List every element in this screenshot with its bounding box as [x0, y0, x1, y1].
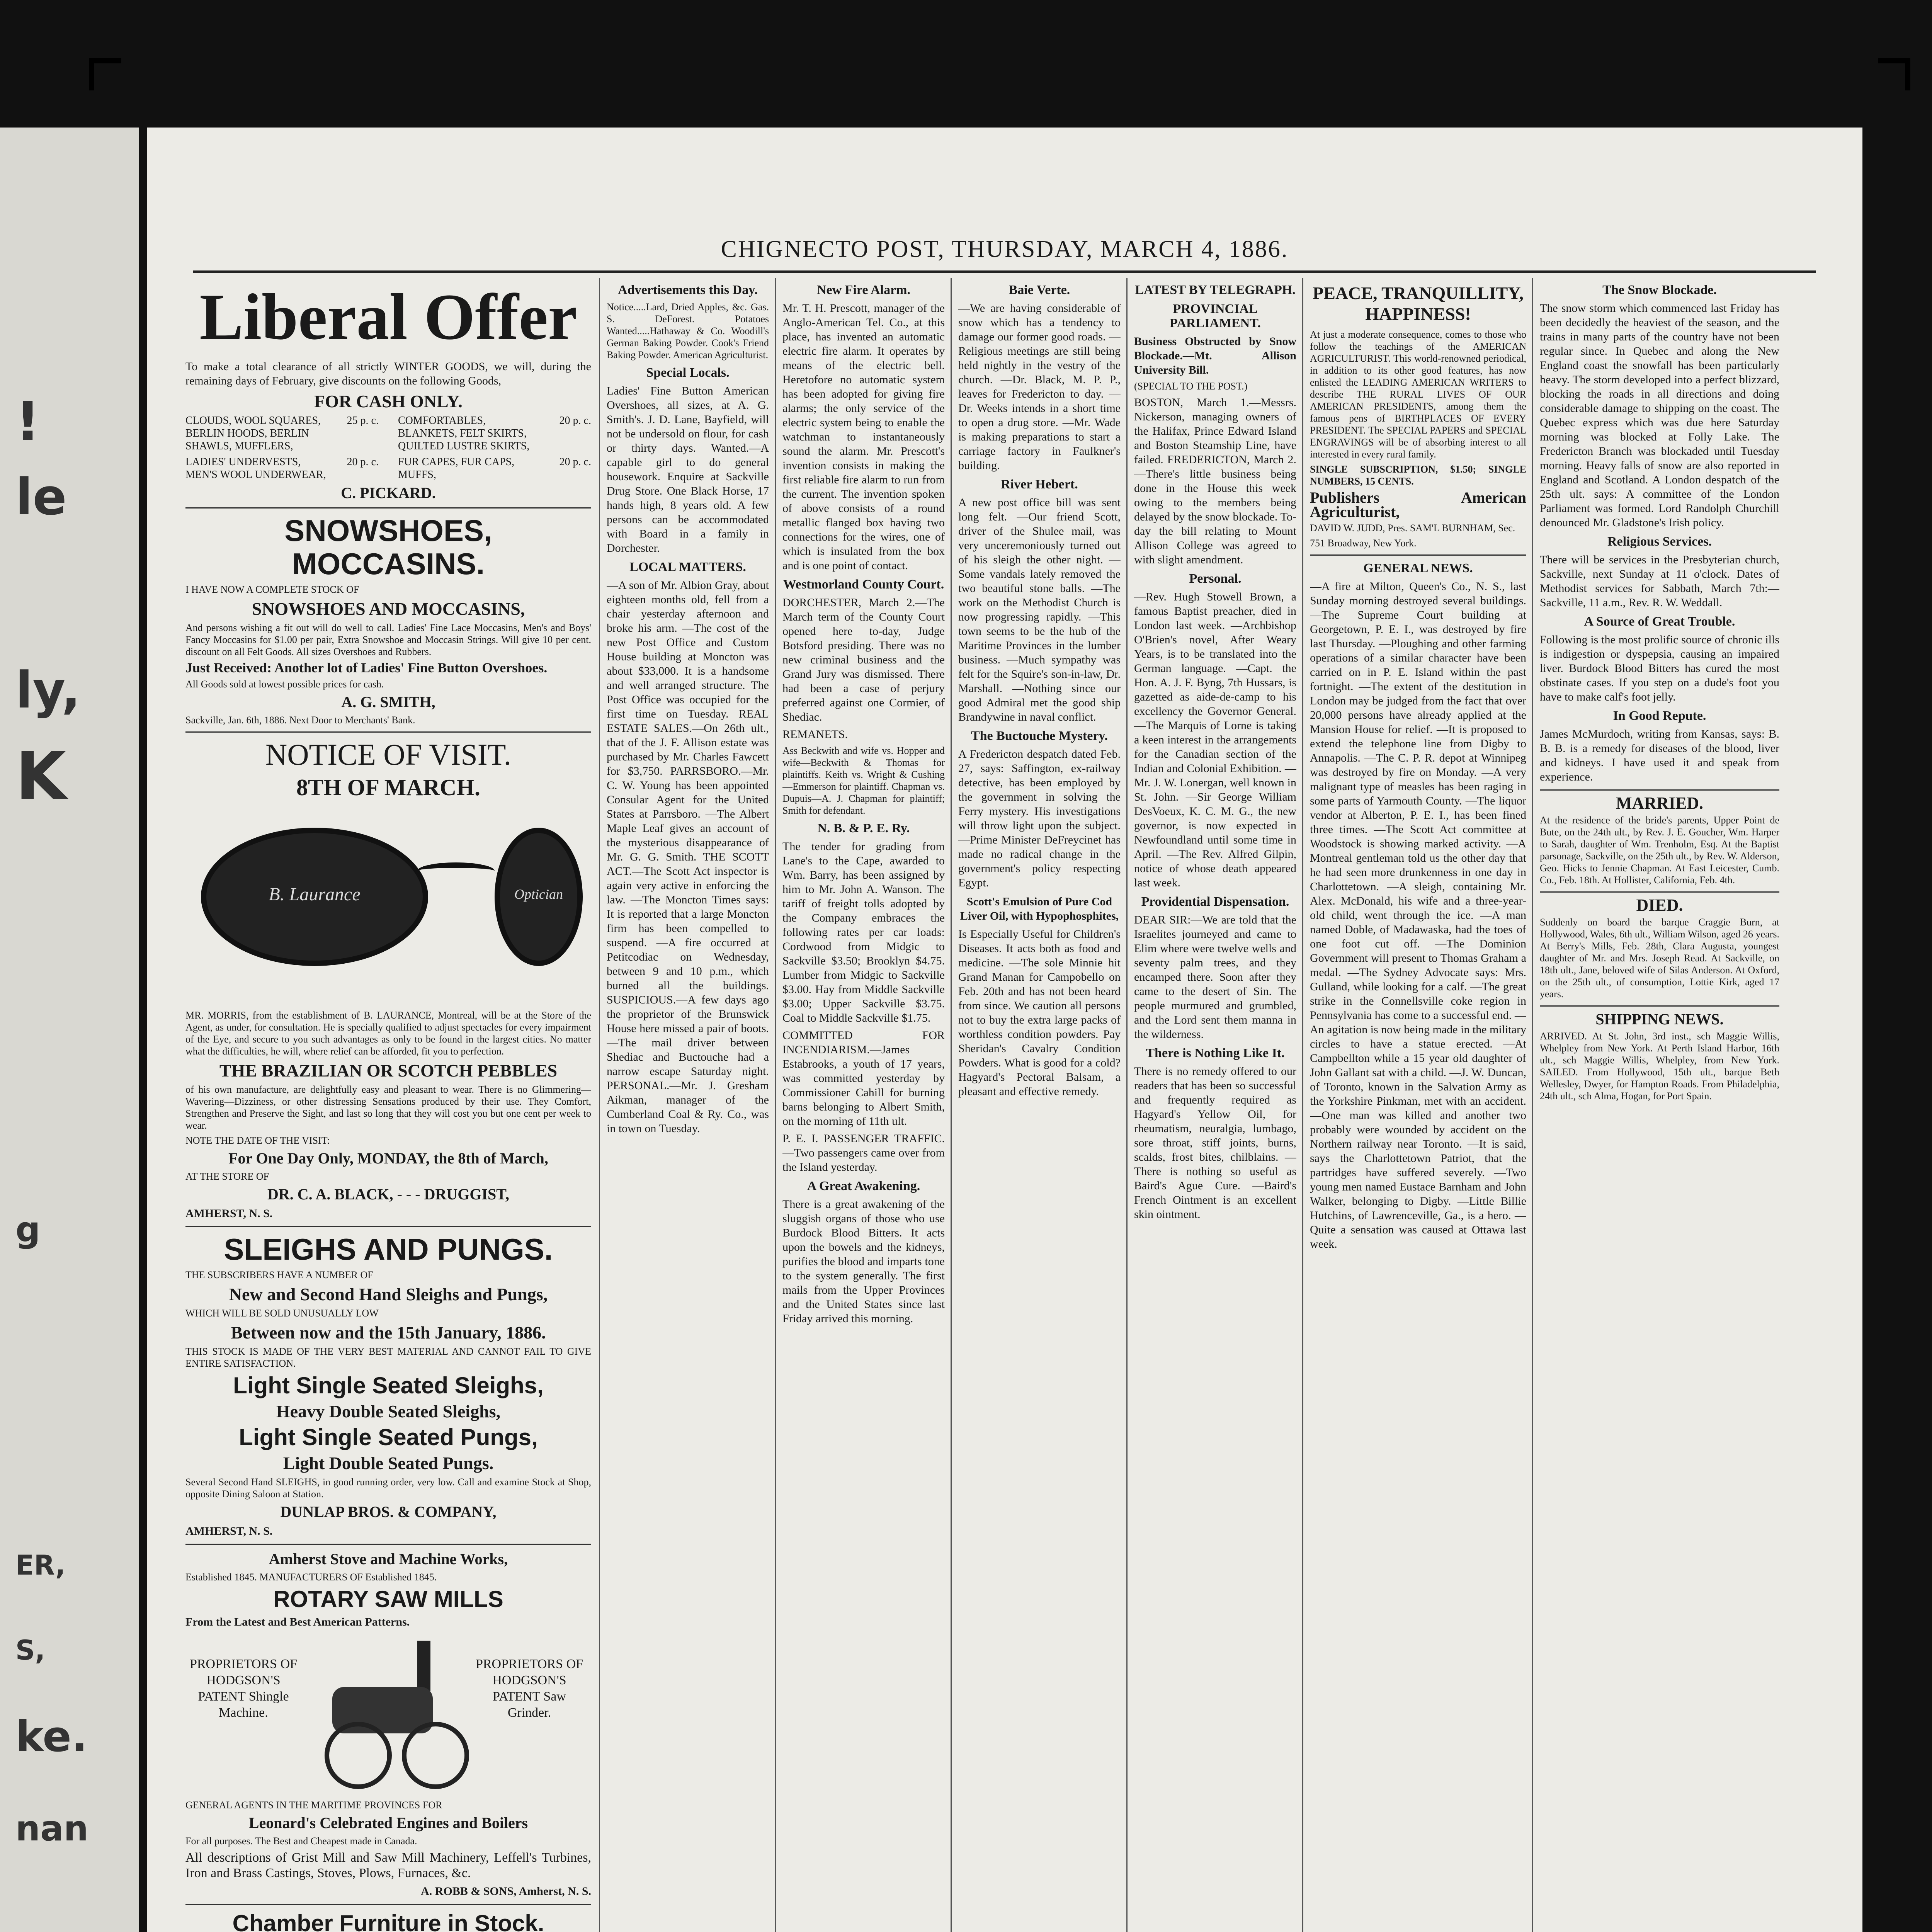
divider	[185, 1544, 591, 1545]
light-double-pungs: Light Double Seated Pungs.	[283, 1453, 494, 1473]
chamber-title: Chamber Furniture in Stock.	[232, 1910, 544, 1932]
spectacles-illustration	[185, 804, 591, 1005]
column-rule	[775, 278, 776, 1932]
railway-body: The tender for grading from Lane's to the Cape, awarded to Wm. Barry, has been assigned by him to Mr. John A. Wanson. The tariff of freight tolls adopted by the Company embraces the following rates per car loads: Cordwood from Midgic to Sackville $3.50; Brooklyn $4.75. Lumber from Midgic to Sackville $3.00. Hay from Middle Sackville $3.00; Upper Sackville $3.75. Coal to Middle Sackville $1.75.	[782, 840, 945, 1024]
column-rule	[1532, 278, 1533, 1932]
just-received-sub: All Goods sold at lowest possible prices for cash.	[185, 679, 384, 690]
repute-heading: In Good Repute.	[1613, 709, 1706, 723]
column-rule	[599, 278, 600, 1932]
crop-mark	[1878, 58, 1910, 90]
one-day: For One Day Only, MONDAY, the 8th of March,	[228, 1150, 548, 1167]
court-body: DORCHESTER, March 2.—The March term of the County Court opened here to-day, Judge Botsford presiding. There was no new criminal business and the Grand Jury was dismissed. There had been a case of perjury preferred against one Cormier, of Shediac.	[782, 596, 945, 723]
divider	[1540, 1005, 1779, 1007]
remanets-body: Ass Beckwith and wife vs. Hopper and wife—Beckwith & Thomas for plaintiffs. Keith vs. Wright & Cushing—Emmerson for plaintiff. Chapman vs. Dupuis—A. J. Chapman for plaintiff; Smith for defendant.	[782, 745, 945, 816]
price-items: CLOUDS, WOOL SQUARES, BERLIN HOODS, BERLIN SHAWLS, MUFFLERS,	[185, 415, 321, 452]
agriculturist-body: At just a moderate consequence, comes to those who follow the teachings of the AMERICAN AGRICULTURIST. This world-renowned periodical, in addition to its other good features, has now enlisted the LEADING AMERICAN WRITERS to describe THE RURAL LIVES OF OUR AMERICAN PRESIDENTS, among them the famous pens of BIRTHPLACES OF EVERY PRESIDENT. The SPECIAL PAPERS and SPECIAL ENGRAVINGS will be of absorbing interest to all interested in every rural family.	[1310, 329, 1526, 460]
peace-heading: PEACE, TRANQUILLITY, HAPPINESS!	[1313, 283, 1524, 324]
providential-heading: Providential Dispensation.	[1141, 895, 1289, 909]
column-baie-verte	[958, 278, 1121, 1932]
shipping-heading: SHIPPING NEWS.	[1595, 1010, 1724, 1028]
snowshoes-title: SNOWSHOES, MOCCASINS.	[284, 514, 492, 581]
strip-fragment: nan	[15, 1808, 88, 1849]
newspaper-page	[147, 128, 1862, 1932]
broadway: 751 Broadway, New York.	[1310, 537, 1417, 549]
awakening-body: There is a great awakening of the sluggish organs of those who use Burdock Blood Bitters. It acts upon the bowels and the kidneys, purifies the blood and imparts tone to the system generally. The first mails from the Upper Provinces and the United States since last Friday arrived this morning.	[782, 1198, 945, 1325]
price-discount: 20 p. c.	[559, 415, 591, 427]
engine-left-label: PROPRIETORS OF HODGSON'S PATENT Shingle Machine.	[189, 1657, 298, 1720]
grist: All descriptions of Grist Mill and Saw Mill Machinery, Leffell's Turbines, Iron and Brass Castings, Stoves, Plows, Furnaces, &c.	[185, 1850, 591, 1880]
sleighs-sub: THE SUBSCRIBERS HAVE A NUMBER OF	[185, 1269, 373, 1281]
pebbles-title: THE BRAZILIAN OR SCOTCH PEBBLES	[219, 1061, 558, 1080]
price-items: FUR CAPES, FUR CAPS, MUFFS,	[398, 456, 515, 481]
baie-verte-body: —We are having considerable of snow which has a tendency to damage our former good roads. —Religious meetings are still being held nightly in the vestry of the church. —Dr. Black, M. P. P., leaves for Fredericton to day. —Dr. Weeks intends in a short time to open a drug store. —Mr. Wade is making preparations to start a carriage factory in Faulkner's building.	[958, 302, 1121, 472]
buctouche-body: A Fredericton despatch dated Feb. 27, says: Saffington, ex-railway detective, has been employed by the government in solving the Ferry mystery. His investigations will throw light upon the subject. —Prime Minister DeFreycinet has made no radical change in the government's policy respecting Egypt.	[958, 748, 1121, 889]
column-telegraph	[1134, 278, 1296, 1932]
heavy-double-sleighs: Heavy Double Seated Sleighs,	[276, 1401, 501, 1421]
cash-only: FOR CASH ONLY.	[314, 391, 463, 411]
railway-heading: N. B. & P. E. Ry.	[817, 821, 910, 835]
price-items: COMFORTABLES, BLANKETS, FELT SKIRTS, QUILTED LUSTRE SKIRTS,	[398, 415, 530, 452]
crop-mark	[89, 58, 121, 90]
providential-body: DEAR SIR:—We are told that the Israelites journeyed and came to Elim where were twelve wells and seventy palm trees, and they encamped there. Soon after they came to the desert of Sin. The people murmured and grumbled, and the Lord sent them manna in the wilderness.	[1134, 913, 1296, 1041]
strip-fragment: S,	[15, 1634, 46, 1666]
judd: DAVID W. JUDD, Pres. SAM'L BURNHAM, Sec.	[1310, 522, 1515, 534]
married-body: At the residence of the bride's parents, Upper Point de Bute, on the 24th ult., by Rev. J. E. Goucher, Wm. Harper to Sarah, daughter of Wm. Trenholm, Esq. At the Baptist parsonage, Sackville, on the 25th ult., by Rev. W. Alderson, Geo. Hicks to Jennie Chapman. At East Leicester, Cumb. Co., Feb. 18th. At Hollister, California, Feb. 4th.	[1540, 815, 1779, 886]
nothing-like-heading: There is Nothing Like It.	[1146, 1046, 1285, 1060]
parliament-heading: PROVINCIAL PARLIAMENT.	[1170, 302, 1261, 330]
leonard: Leonard's Celebrated Engines and Boilers	[248, 1814, 528, 1832]
remanets-heading: REMANETS.	[782, 728, 848, 741]
pickard-name: C. PICKARD.	[341, 484, 436, 502]
pei-body: P. E. I. PASSENGER TRAFFIC.—Two passengers came over from the Island yesterday.	[782, 1132, 945, 1173]
ads-column	[185, 278, 591, 1932]
strip-fragment: K	[15, 738, 66, 815]
price-discount: 20 p. c.	[559, 456, 591, 468]
nothing-like-body: There is no remedy offered to our readers that has been so successful and frequently required as Hagyard's Yellow Oil, for rheumatism, neuralgia, lumbago, sore throat, stiff joints, burns, scalds, frost bites, chilblains. —There is nothing so useful as Baird's Ague Cure. —Baird's French Ointment is an excellent skin ointment.	[1134, 1065, 1296, 1221]
personal-heading: Personal.	[1189, 571, 1242, 586]
column-rule	[1126, 278, 1128, 1932]
river-hebert-heading: River Hebert.	[1001, 477, 1078, 492]
column-fire-alarm	[782, 278, 945, 1932]
trouble-heading: A Source of Great Trouble.	[1584, 614, 1735, 629]
trouble-body: Following is the most prolific source of chronic ills is indigestion or dyspepsia, causing an impaired liver. Burdock Blood Bitters has cured the most obstinate cases. If you step on a dude's foot you have to make calf's foot jelly.	[1540, 633, 1779, 703]
price-discount: 20 p. c.	[347, 456, 379, 468]
river-hebert-body: A new post office bill was sent long felt. —Our friend Scott, driver of the Shulee mail, was very unceremoniously turned out of his sleigh the other night. —Some vandals lately removed the two beautiful stone balls. —The work on the Methodist Church is now progressing rapidly. —This town seems to be the hub of the Maritime Provinces in the lumber business. —Much sympathy was felt for the Squire's son-in-law, Dr. Marshall. —Nothing since our good Admiral met the good ship Brandywine in naval conflict.	[958, 496, 1121, 723]
single-subscription: SINGLE SUBSCRIPTION, $1.50; SINGLE NUMBERS, 15 CENTS.	[1310, 464, 1526, 487]
pebbles-body: of his own manufacture, are delightfully easy and pleasant to wear. There is no Glimmering—Wavering—Dizziness, or other distressing Sensations produced by their use. They Comfort, Strengthen and Preserve the Sight, and last so long that they will cost you but one cent per week to wear.	[185, 1084, 591, 1131]
strip-fragment: !	[15, 390, 40, 453]
strip-fragment: le	[15, 468, 67, 526]
established: Established 1845. MANUFACTURERS OF Established 1845.	[185, 1571, 437, 1583]
telegraph-body: BOSTON, March 1.—Messrs. Nickerson, managing owners of the Halifax, Prince Edward Island and Boston Steamship Line, have failed. FREDERICTON, March 2.—There's little business being done in the House this week owing to the members being delayed by the snow blockade. To-day the bill relating to Mount Allison College was agreed to with slight amendment.	[1134, 396, 1296, 566]
note-date: NOTE THE DATE OF THE VISIT:	[185, 1135, 330, 1146]
snowshoes-stock: SNOWSHOES AND MOCCASINS,	[252, 599, 525, 619]
column-local-matters	[607, 278, 769, 1932]
divider	[185, 1226, 591, 1227]
divider	[185, 1904, 591, 1905]
baie-verte-heading: Baie Verte.	[1009, 283, 1070, 297]
divider	[1540, 789, 1779, 791]
general-news-body: —A fire at Milton, Queen's Co., N. S., last Sunday morning destroyed several buildings. —The Supreme Court building at Georgetown, P. E. I., was destroyed by fire last Thursday. —Ploughing and other farming operations of a similar character have been carried on in P. E. Island within the past fortnight. —The extent of the destitution in London may be judged from the fact that over 20,000 persons have already applied at the Mansion House for relief. —It is proposed to extend the telephone line from Digby to Annapolis. —The C. P. R. depot at Winnipeg was destroyed by fire on Monday. —A very malignant type of measles has been raging in some parts of Yarmouth County. —The liquor vendor at Alberton, P. E. I., has been fined three times. —The Scott Act committee at Woodstock is showing marked activity. —A Montreal gentleman told us the other day that he had seen more drunkenness in one day in Charlottetown. —A sleigh, containing Mr. Alex. McDonald, his wife and a three-year-old child, went through the ice. —A man named Doble, of Madawaska, had the toes of one foot cut off. —The Dominion Government will present to Thomas Graham a medal. —The Sydney Advocate says: Mrs. Gulland, while looking for a calf. —The great strike in the Connellsville coke region in Pennsylvania has come to a successful end. —An agitation is now being made in the military circles to have a statue erected. —At Campbellton while a 15 year old daughter of John Gallant sat with a child. —J. W. Duncan, of Toronto, known in the Salvation Army as the Yorkshire Pinkman, met with an accident. —One man was killed and another two probably were wounded by accident on the Northern railway near Toronto. —It is said, says the Charlottetown Patriot, that the partridges have suffered severely. —Two young men named Eustace Barnham and John Walker, belonging to Digby. —Little Billie Hutchins, of Lawrenceville, Ga., is a hero. —Quite a sensation was caused at Ottawa last week.	[1310, 580, 1526, 1250]
fire-alarm-body: Mr. T. H. Prescott, manager of the Anglo-American Tel. Co., at this place, has invented an automatic electric fire alarm. It operates by means of the electric bell. Heretofore no automatic system has been adopted for giving fire alarms; the only service of the electric system being to enable the watchman to instantaneously sound the alarm. Mr. Prescott's invention consists in making the first reliable fire alarm to run from the current. The invention spoken of above consists of a round metallic flanged box having two connections for the wires, one of which is insulated from the box and is one point of contact.	[782, 302, 945, 572]
rotary-sub: From the Latest and Best American Patterns.	[185, 1616, 410, 1628]
sleighs-line: New and Second Hand Sleighs and Pungs,	[229, 1284, 548, 1304]
lens-left	[201, 828, 428, 966]
just-received: Just Received: Another lot of Ladies' Fine Button Overshoes.	[185, 660, 548, 675]
scott-body: Is Especially Useful for Children's Diseases. It acts both as food and medicine. —The sole Minnie hit Grand Manan for Campobello on Feb. 20th and has not been heard from since. We caution all persons not to buy the extra large packs of worthless condition powders. Pay Sheridan's Cavalry Condition Powders. What is good for a cold? Hagyard's Pectoral Balsam, a pleasant and effective remedy.	[958, 928, 1121, 1098]
spectacles-bridge	[417, 862, 495, 879]
column-rule	[951, 278, 952, 1932]
business-sub: Business Obstructed by Snow Blockade.—Mt. Allison University Bill.	[1134, 335, 1296, 376]
morris-body: MR. MORRIS, from the establishment of B. LAURANCE, Montreal, will be at the Store of the Agent, as under, for consultation. He is specially qualified to adjust spectacles for every impairment of the Eye, and secure to you such advantages as only to be found in the largest cities. No matter what the difficulties, he will, where relief can be afforded, fit you to perfection.	[185, 1010, 591, 1057]
buctouche-heading: The Buctouche Mystery.	[971, 729, 1108, 743]
ads-heading: Advertisements this Day.	[618, 283, 758, 297]
at-store: AT THE STORE OF	[185, 1171, 269, 1182]
local-matters-heading: LOCAL MATTERS.	[629, 560, 746, 574]
between-dates: Between now and the 15th January, 1886.	[231, 1323, 546, 1342]
column-general-news	[1310, 278, 1526, 1932]
snowshoes-body: And persons wishing a fit out will do well to call. Ladies' Fine Lace Moccasins, Men's and Boys' Fancy Moccasins for $1.00 per pair, Extra Snowshoe and Moccasin Strings. Will give 10 per cent. discount on all Felt Goods. All sizes Overshoes and Rubbers.	[185, 622, 591, 657]
robb: A. ROBB & SONS, Amherst, N. S.	[421, 1885, 591, 1898]
special-to-post: (SPECIAL TO THE POST.)	[1134, 381, 1248, 392]
repute-body: James McMurdoch, writing from Kansas, says: B. B. B. is a remedy for diseases of the blood, liver and kidneys. I have used it and speak from experience.	[1540, 728, 1779, 783]
adjacent-page-strip	[0, 128, 139, 1932]
special-locals-body: Ladies' Fine Button American Overshoes, all sizes, at A. G. Smith's. J. D. Lane, Bayfield, will not be undersold on flour, for cash or thirty days. Wanted.—A capable girl to do general housework. Enquire at Sackville Drug Store. One Black Horse, 17 hands high, 8 years old. A few persons can be accommodated with Board in a family in Dorchester.	[607, 384, 769, 554]
black-druggist: DR. C. A. BLACK, - - - DRUGGIST,	[267, 1185, 509, 1203]
smith-name: A. G. SMITH,	[341, 693, 435, 711]
stove-title: Amherst Stove and Machine Works,	[269, 1550, 508, 1568]
religious-body: There will be services in the Presbyterian church, Sackville, next Sunday at 11 o'clock. Dates of Methodist services for Sabbath, March 7th:—Sackville, 11 a.m., Rev. R. W. Weddall.	[1540, 553, 1779, 609]
notice-date: 8TH OF MARCH.	[296, 775, 481, 800]
engine-right-label: PROPRIETORS OF HODGSON'S PATENT Saw Grinder.	[475, 1657, 583, 1720]
sleighs-sold: WHICH WILL BE SOLD UNUSUALLY LOW	[185, 1308, 379, 1319]
committed-body: COMMITTED FOR INCENDIARISM.—James Estabrooks, a youth of 17 years, was committed yesterday by Commissioner Cahill for burning barns belonging to Albert Smith, on the morning of 11th ult.	[782, 1029, 945, 1128]
engine-smokestack	[417, 1641, 430, 1691]
fire-alarm-heading: New Fire Alarm.	[816, 283, 911, 297]
light-single-pungs: Light Single Seated Pungs,	[239, 1424, 538, 1450]
divider	[1540, 891, 1779, 893]
lens-left-text: B. Laurance	[269, 884, 361, 905]
religious-heading: Religious Services.	[1607, 534, 1712, 549]
snowshoes-lead: I HAVE NOW A COMPLETE STOCK OF	[185, 584, 359, 595]
strip-fragment: ly,	[15, 661, 81, 719]
telegraph-heading: LATEST BY TELEGRAPH.	[1135, 283, 1296, 297]
shipping-body: ARRIVED. At St. John, 3rd inst., sch Maggie Willis, Whelpley from New York. At Perth Island Harbor, 16th ult., sch Maggie Willis, Whelpley, from New York. SAILED. From Hollywood, 15th ult., barque Beth Wellesley, Dwyer, for Hampton Roads. From Philadelphia, 24th ult., sch Alma, Hogan, for Port Spain.	[1540, 1031, 1779, 1102]
strip-fragment: ER,	[15, 1549, 66, 1581]
liberal-offer-body: To make a total clearance of all strictly WINTER GOODS, we will, during the remaining days of February, give discounts on the following Goods,	[185, 360, 591, 387]
snow-blockade-body: The snow storm which commenced last Friday has been decidedly the heaviest of the season, and the trains in many parts of the country have not been regular since. In Quebec and along the New England coast the snowfall has been particularly heavy. The storm developed into a perfect blizzard, blocking the roads in all directions and doing considerable damage to shipping on the coast. The Quebec express which was due here Saturday morning was blocked at Folly Lake. The Fredericton Branch was blockaded until Tuesday morning. Heavy falls of snow are also reported in England and Scotland. A London despatch of the 25th ult. says: A committee of the London Parliament was formed. Lord Randolph Churchill denounced Mr. Gladstone's Irish policy.	[1540, 302, 1779, 529]
personal-body: —Rev. Hugh Stowell Brown, a famous Baptist preacher, died in London last week. —Archbishop O'Brien's novel, After Weary Years, is to be translated into the German language. —Capt. the Hon. A. J. F. Byng, 7th Hussars, is gazetted as aide-de-camp to his excellency the Governor General. —The Marquis of Lorne is taking a keen interest in the arrangements for the Canadian section of the Indian and Colonial Exhibition. —Mr. J. W. Lonergan, well known in St. John. —Sir George William DesVoeux, K. C. M. G., the new governor, is now expected in Newfoundland until some time in April. —The Rev. Alfred Gilpin, notice of whose death appeared last week.	[1134, 590, 1296, 889]
lens-right	[495, 828, 583, 966]
agents: GENERAL AGENTS IN THE MARITIME PROVINCES FOR	[185, 1799, 442, 1811]
awakening-heading: A Great Awakening.	[807, 1179, 920, 1193]
special-locals-heading: Special Locals.	[646, 366, 730, 380]
stock-made: THIS STOCK IS MADE OF THE VERY BEST MATERIAL AND CANNOT FAIL TO GIVE ENTIRE SATISFACTION.	[185, 1346, 591, 1369]
died-heading: DIED.	[1636, 896, 1683, 915]
column-snow-blockade	[1540, 278, 1779, 1932]
lens-right-text: Optician	[514, 886, 563, 902]
dunlap-address: AMHERST, N. S.	[185, 1525, 273, 1537]
court-heading: Westmorland County Court.	[783, 577, 944, 592]
amherst: AMHERST, N. S.	[185, 1207, 273, 1220]
smith-address: Sackville, Jan. 6th, 1886. Next Door to Merchants' Bank.	[185, 714, 415, 726]
ads-body: Notice.....Lard, Dried Apples, &c. Gas. S. DeForest. Potatoes Wanted.....Hathaway & Co. Woodill's German Baking Powder. Cook's Friend Baking Powder. American Agriculturist.	[607, 301, 769, 361]
price-items: LADIES' UNDERVESTS, MEN'S WOOL UNDERWEAR,	[185, 456, 326, 481]
price-row	[185, 414, 591, 452]
married-heading: MARRIED.	[1616, 794, 1704, 813]
divider	[1310, 554, 1526, 556]
snow-blockade-heading: The Snow Blockade.	[1602, 283, 1717, 297]
steam-engine-illustration	[185, 1633, 591, 1795]
strip-fragment: ke.	[15, 1712, 88, 1761]
price-row	[185, 456, 591, 481]
liberal-offer-title: Liberal Offer	[199, 281, 577, 353]
dunlap-name: DUNLAP BROS. & COMPANY,	[280, 1503, 497, 1520]
divider	[185, 507, 591, 509]
notice-title: NOTICE OF VISIT.	[265, 738, 512, 771]
light-single-sleighs: Light Single Seated Sleighs,	[233, 1372, 544, 1398]
all-purposes: For all purposes. The Best and Cheapest made in Canada.	[185, 1835, 417, 1847]
publishers: Publishers American Agriculturist,	[1310, 489, 1526, 520]
second-hand: Several Second Hand SLEIGHS, in good running order, very low. Call and examine Stock at Shop, opposite Dining Saloon at Station.	[185, 1476, 591, 1500]
general-news-heading: GENERAL NEWS.	[1363, 561, 1473, 575]
died-body: Suddenly on board the barque Craggie Burn, at Hollywood, Wales, 6th ult., William Wilson, aged 26 years. At Berry's Mills, Feb. 28th, Clara Augusta, youngest daughter of Mr. and Mrs. Joseph Read. At Sackville, on 18th ult., Jane, beloved wife of Silas Anderson. At Oxford, on the 25th ult., of consumption, Lottie Kirk, aged 17 years.	[1540, 917, 1779, 1000]
scott-heading: Scott's Emulsion of Pure Cod Liver Oil, with Hypophosphites,	[960, 895, 1119, 922]
divider	[185, 731, 591, 733]
strip-fragment: g	[15, 1209, 41, 1250]
local-matters-body: —A son of Mr. Albion Gray, about eighteen months old, fell from a chair yesterday afternoon and broke his arm. —The cost of the new Post Office and Custom House building at Moncton was about $33,000. It is a handsome and well arranged structure. The Post Office was occupied for the first time on Tuesday. REAL ESTATE SALES.—On 26th ult., that of the J. F. Allison estate was purchased by Mr. Charles Fawcett for $3,750. PARRSBORO.—Mr. C. W. Young has been appointed Consular Agent for the United States at Parrsboro. —The Albert Maple Leaf gives an account of the mysterious disappearance of Mr. G. G. Smith. THE SCOTT ACT.—The Scott Act inspector is again very active in enforcing the law. —The Moncton Times says: It is reported that a large Moncton firm has been compelled to suspend. —A fire occurred at Petitcodiac on Wednesday, between 9 and 10 p.m., which burned all the buildings. SUSPICIOUS.—A few days ago the proprietor of the Brunswick House here missed a pair of boots. —The mail driver between Shediac and Buctouche had a narrow escape Saturday night. PERSONAL.—Mr. J. Gresham Aikman, manager of the Cumberland Coal & Ry. Co., was in town on Tuesday.	[607, 579, 769, 1135]
masthead: CHIGNECTO POST, THURSDAY, MARCH 4, 1886.	[193, 236, 1816, 273]
sleighs-title: SLEIGHS AND PUNGS.	[224, 1232, 553, 1266]
rotary-saw-mills: ROTARY SAW MILLS	[273, 1586, 503, 1612]
engine-wheel	[325, 1722, 392, 1789]
price-discount: 25 p. c.	[347, 415, 379, 427]
engine-wheel	[402, 1722, 469, 1789]
column-rule	[1302, 278, 1303, 1932]
